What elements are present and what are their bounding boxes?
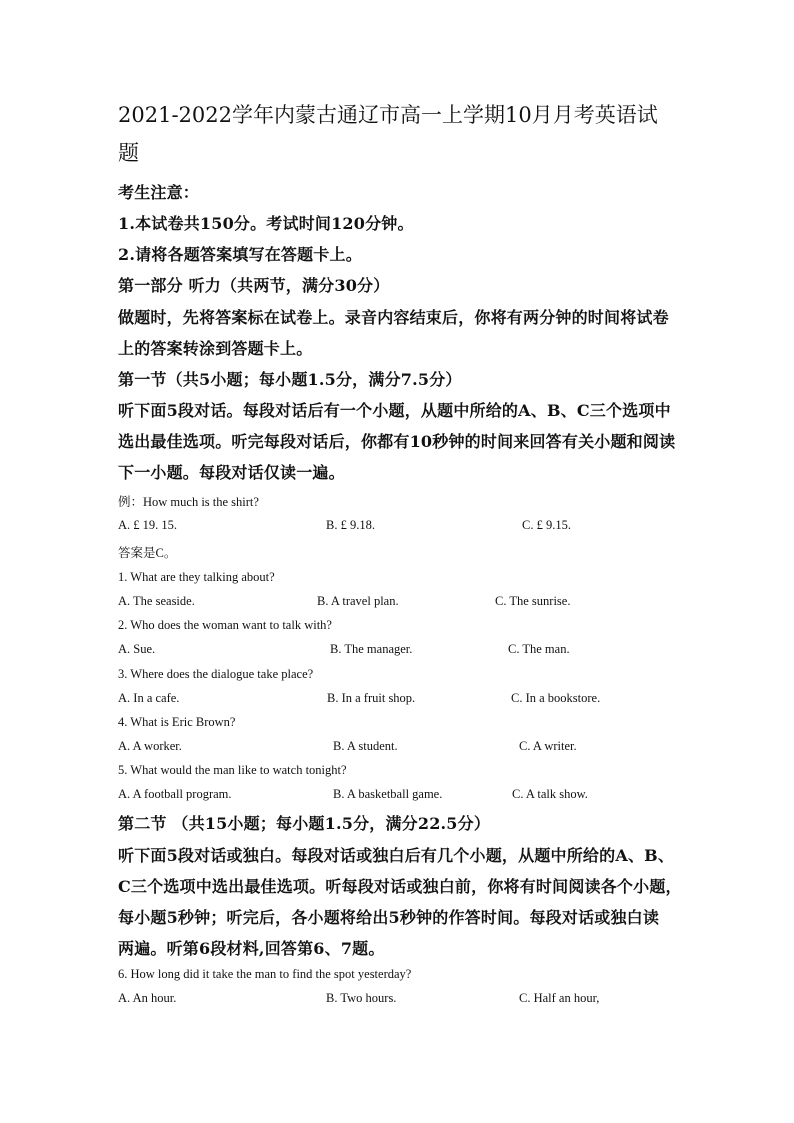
part1-instruction-line: 做题时，先将答案标在试卷上。录音内容结束后，你将有两分钟的时间将试卷 <box>118 308 669 327</box>
q5-option-a: A. A football program. <box>118 787 232 801</box>
example-option-a: A. £ 19. 15. <box>118 518 178 532</box>
q4-option-b: B. A student. <box>333 739 398 753</box>
q5-option-b: B. A basketball game. <box>333 787 443 801</box>
section2-instruction-line: 两遍。听第6段材料,回答第6、7题。 <box>118 939 385 958</box>
question-4: 4. What is Eric Brown? <box>118 715 236 729</box>
section2-heading: 第二节 （共15小题；每小题1.5分，满分22.5分） <box>118 814 491 833</box>
q1-option-b: B. A travel plan. <box>317 594 399 608</box>
q4-option-a: A. A worker. <box>118 739 182 753</box>
question-3: 3. Where does the dialogue take place? <box>118 667 314 681</box>
question-6: 6. How long did it take the man to find the spot yesterday? <box>118 967 412 981</box>
question-5: 5. What would the man like to watch tonight? <box>118 763 347 777</box>
section1-instruction-line: 选出最佳选项。听完每段对话后，你都有10秒钟的时间来回答有关小题和阅读 <box>118 432 676 451</box>
notice-item-2: 2.请将各题答案填写在答题卡上。 <box>118 245 362 264</box>
section1-instruction-line: 听下面5段对话。每段对话后有一个小题，从题中所给的A、B、C三个选项中 <box>118 401 671 420</box>
section1-heading: 第一节（共5小题；每小题1.5分，满分7.5分） <box>118 370 462 389</box>
q3-option-c: C. In a bookstore. <box>511 691 601 705</box>
q5-option-c: C. A talk show. <box>512 787 588 801</box>
q2-option-a: A. Sue. <box>118 642 156 656</box>
q6-option-c: C. Half an hour, <box>519 991 600 1005</box>
section1-instruction-line: 下一小题。每段对话仅读一遍。 <box>118 463 345 482</box>
example-option-c: C. £ 9.15. <box>522 518 571 532</box>
q2-option-c: C. The man. <box>508 642 570 656</box>
part1-heading: 第一部分 听力（共两节，满分30分） <box>118 276 390 295</box>
q2-option-b: B. The manager. <box>330 642 413 656</box>
q4-option-c: C. A writer. <box>519 739 577 753</box>
q1-option-a: A. The seaside. <box>118 594 195 608</box>
example-option-b: B. £ 9.18. <box>326 518 375 532</box>
q6-option-b: B. Two hours. <box>326 991 397 1005</box>
question-1: 1. What are they talking about? <box>118 570 275 584</box>
notice-item-1: 1.本试卷共150分。考试时间120分钟。 <box>118 214 414 233</box>
q3-option-b: B. In a fruit shop. <box>327 691 416 705</box>
part1-instruction-line: 上的答案转涂到答题卡上。 <box>118 339 313 358</box>
section2-instruction-line: 听下面5段对话或独白。每段对话或独白后有几个小题，从题中所给的A、B、 <box>118 846 675 865</box>
exam-title: 2021-2022学年内蒙古通辽市高一上学期10月月考英语试题 <box>118 103 658 165</box>
section2-instruction-line: 每小题5秒钟；听完后，各小题将给出5秒钟的作答时间。每段对话或独白读 <box>118 908 660 927</box>
example-answer: 答案是C。 <box>118 546 177 560</box>
example-question: 例：How much is the shirt? <box>118 495 259 509</box>
q3-option-a: A. In a cafe. <box>118 691 180 705</box>
q1-option-c: C. The sunrise. <box>495 594 571 608</box>
section2-instruction-line: C三个选项中选出最佳选项。听每段对话或独白前，你将有时间阅读各个小题， <box>118 877 682 896</box>
notice-heading: 考生注意： <box>118 183 200 202</box>
question-2: 2. Who does the woman want to talk with? <box>118 618 332 632</box>
q6-option-a: A. An hour. <box>118 991 177 1005</box>
